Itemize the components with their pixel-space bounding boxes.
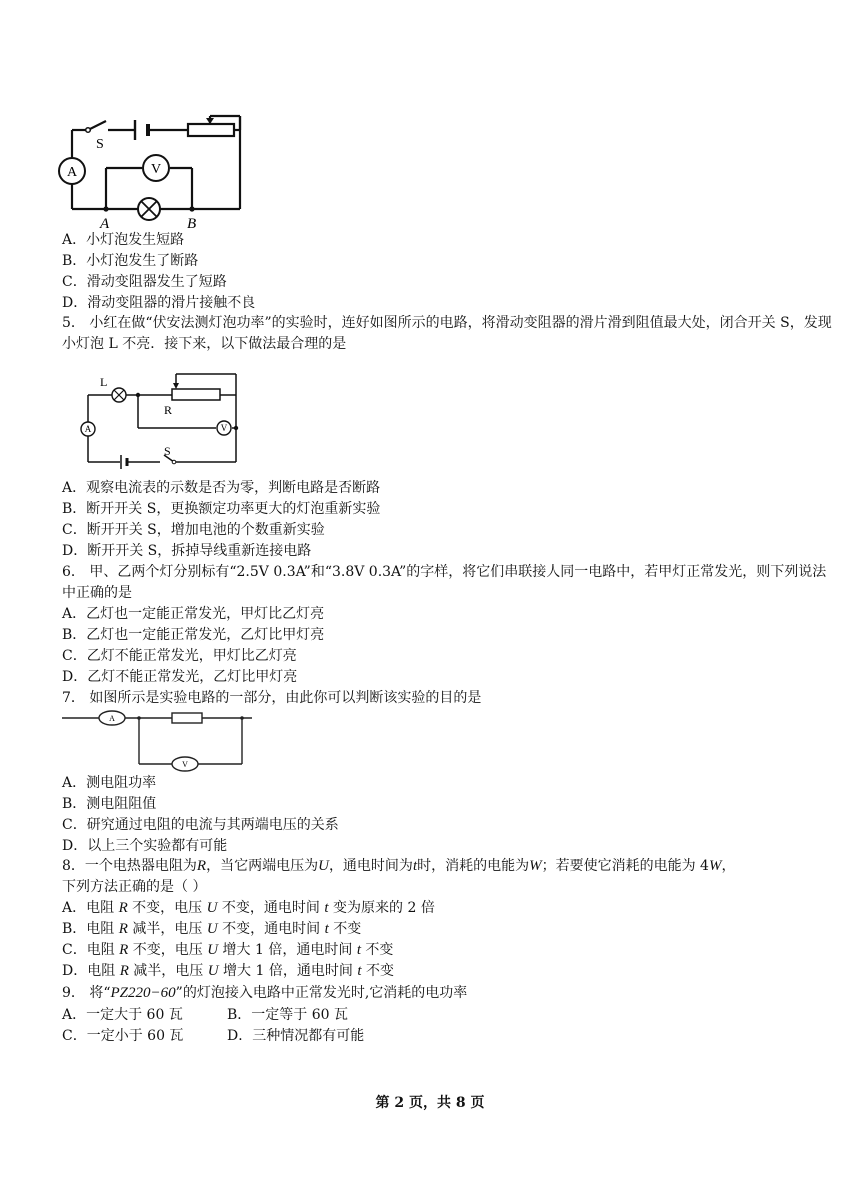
q8-option-d: D．电阻 R 减半，电压 U 增大 1 倍，通电时间 t 不变 [62, 963, 394, 979]
ammeter-label: A [84, 424, 92, 434]
q9-option-a: A．一定大于 60 瓦 [62, 1007, 183, 1023]
q6-option-c: C．乙灯不能正常发光，甲灯比乙灯亮 [62, 648, 297, 664]
q5-option-a: A．观察电流表的示数是否为零，判断电路是否断路 [62, 480, 381, 496]
q6-option-b: B．乙灯也一定能正常发光，乙灯比甲灯亮 [62, 627, 325, 643]
q8-option-c: C．电阻 R 不变，电压 U 增大 1 倍，通电时间 t 不变 [62, 942, 394, 958]
q4-option-d: D．滑动变阻器的滑片接触不良 [62, 295, 256, 311]
q7-option-c: C．研究通过电阻的电流与其两端电压的关系 [62, 817, 339, 833]
q4-option-b: B．小灯泡发生了断路 [62, 253, 199, 269]
q6-option-d: D．乙灯不能正常发光，乙灯比甲灯亮 [62, 669, 298, 685]
q7-option-b: B．测电阻阻值 [62, 796, 157, 812]
circuit-diagram-q5 [76, 370, 246, 470]
q5-stem: 5． 小红在做“伏安法测灯泡功率”的实验时，连好如图所示的电路，将滑动变阻器的滑片滑到阻值最大处，闭合开关 S，发现小灯泡 L 不亮．接下来，以下做法最合理的是 [62, 315, 832, 352]
point-b-label: B [187, 216, 197, 230]
q9-stem: 9． 将“PZ220−60”的灯泡接入电路中正常发光时,它消耗的电功率 [62, 985, 468, 1001]
q9-option-c: C．一定小于 60 瓦 [62, 1028, 184, 1044]
q8-option-b: B．电阻 R 减半，电压 U 不变，通电时间 t 不变 [62, 921, 362, 937]
q8-stem-line1: 8．一个电热器电阻为R，当它两端电压为U，通电时间为t时，消耗的电能为W；若要使它消耗的电能为 4W， [62, 858, 736, 874]
circuit-diagram-q4 [58, 108, 258, 230]
q7-stem: 7． 如图所示是实验电路的一部分，由此你可以判断该实验的目的是 [62, 690, 482, 706]
q5-option-b: B．断开开关 S，更换额定功率更大的灯泡重新实验 [62, 501, 381, 517]
q7-option-d: D．以上三个实验都有可能 [62, 838, 228, 854]
lamp-label: L [100, 375, 108, 389]
voltmeter-label: V [150, 162, 162, 177]
q9-option-d: D．三种情况都有可能 [227, 1028, 365, 1044]
rheostat-label: R [164, 403, 173, 417]
q4-option-c: C．滑动变阻器发生了短路 [62, 274, 227, 290]
circuit-diagram-q7 [62, 710, 252, 774]
q6-stem: 6． 甲、乙两个灯分别标有“2.5V 0.3A”和“3.8V 0.3A”的字样，将它们串联接人同一电路中，若甲灯正常发光，则下列说法中正确的是 [62, 564, 827, 601]
point-a-label: A [100, 216, 110, 230]
q8-stem-line2: 下列方法正确的是（ ） [62, 879, 207, 895]
switch-label: S [164, 444, 171, 458]
q4-option-a: A．小灯泡发生短路 [62, 232, 185, 248]
q5-option-c: C．断开开关 S，增加电池的个数重新实验 [62, 522, 325, 538]
q6-option-a: A．乙灯也一定能正常发光，甲灯比乙灯亮 [62, 606, 325, 622]
q9-option-b: B．一定等于 60 瓦 [227, 1007, 349, 1023]
q5-option-d: D．断开开关 S，拆掉导线重新连接电路 [62, 543, 312, 559]
ammeter-label: A [109, 714, 115, 723]
page-footer: 第 2 页，共 8 页 [375, 1095, 485, 1111]
ammeter-label: A [66, 165, 78, 180]
voltmeter-label: V [182, 760, 188, 769]
q8-option-a: A．电阻 R 不变，电压 U 不变，通电时间 t 变为原来的 2 倍 [62, 900, 435, 916]
q7-option-a: A．测电阻功率 [62, 775, 157, 791]
voltmeter-label: V [220, 423, 228, 433]
switch-label: S [96, 137, 104, 152]
